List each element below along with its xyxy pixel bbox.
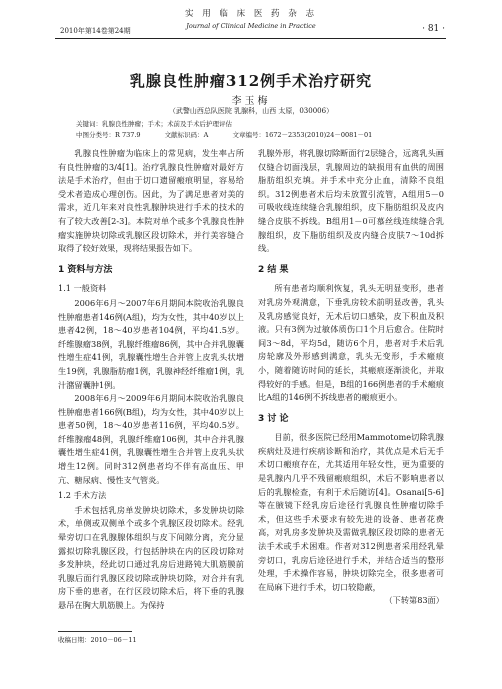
left-column bbox=[58, 147, 244, 613]
document-code: 文献标识码：A bbox=[164, 131, 209, 139]
issue-label: 2010年第14卷第24期 bbox=[60, 27, 131, 35]
intro-paragraph: 乳腺良性肿瘤为临床上的常见病，发生率占所有良性肿瘤的3/4[1]。治疗乳腺良性肿瘤对最好方法是手术治疗，但由于切口遗留瘢痕明显，容易给受术者造成心理创伤。因此，为了满足患者对美的需求，近几年来对良性乳腺肿块进行手术的技术的有了较大改善[2-3]。本院对单个或多个乳腺良性肿瘤实施肿块切除或乳腺区段切除术，并行美容缝合取得了较好效果，现将结果报告如下。 bbox=[58, 148, 244, 254]
keywords: 关键词：乳腺良性肿瘤；手术；术前及手术后护理评估 bbox=[76, 120, 232, 128]
header-rule bbox=[55, 38, 446, 39]
paragraph-group-a: 2006年6月～2007年6月期间本院收治乳腺良性肿瘤患者146例(A组)，均为女性，其中40岁以上患者42例，18～40岁患者104例，平均41.5岁。纤维腺瘤38例，乳腺纤维瘤86例，其中合并乳腺囊性增生症41例，乳腺囊性增生合并管上皮乳头状增生19例，乳腺脂肪瘤1例，乳腺神经纤维瘤1例，乳汁潴留囊肿1例。 bbox=[58, 297, 244, 390]
article-title: 乳腺良性肿瘤312例手术治疗研究 bbox=[129, 72, 373, 90]
page-number: · 81 · bbox=[422, 24, 445, 34]
journal-title: 实 用 临 床 医 药 杂 志 bbox=[185, 9, 317, 19]
subsection-heading-surgery: 1.2 手术方法 bbox=[58, 490, 107, 501]
paragraph-results: 所有患者均顺利恢复，乳头无明显变形，患者对乳房外观满意，下垂乳房较术前明显改善，乳头及乳房感觉良好，无术后切口感染，皮下积血及积液。只有3例为过敏体质伤口1个月后愈合。住院时间3～8d，平均5d，随访6个月，患者对手术后乳房轮廓及外形感到满意，乳头无变形，手术瘢痕小，随着随访时间的延长，其瘢痕逐渐淡化，并取得较好的手感。但是，B组的166例患者的手术瘢痕比A组的146例不拆线患者的瘢痕更小。 bbox=[258, 283, 444, 403]
section-heading-results: 2 结 果 bbox=[258, 264, 289, 275]
article-number: 文章编号：1672－2353(2010)24－0081－01 bbox=[232, 131, 373, 139]
paragraph-surgery: 手术包括乳房单发肿块切除术，多发肿块切除术，单侧或双侧单个或多个乳腺区段切除术。经乳晕旁切口在乳腺腺体组织与皮下间隙分离，充分显露拟切除乳腺区段，行包括肿块在内的区段切除对多发肿块，经此切口通过乳房后进路钝大肌筋膜前乳腺后面行乳腺区段切除或肿块切除，对合并有乳房下垂的患者，在行区段切除术后，将下垂的乳腺悬吊在胸大肌筋膜上。为保持 bbox=[58, 504, 244, 610]
section-heading-discussion: 3 讨 论 bbox=[258, 413, 289, 424]
footnote-rule bbox=[58, 631, 132, 632]
paragraph-discussion: 目前，很多医院已经用Mammotome切除乳腺疾病灶及进行疾病诊断和治疗，其优点是术后无手术切口瘢痕存在，尤其适用年轻女性，更为重要的是乳腺内几乎不残留瘢痕组织，术后不影响患者以后的乳腺检查，有利于术后随访[4]。Osanai[5-6]等在腋镜下经乳房后途径行乳腺良性肿瘤切除手术，但这些手术要求有较先进的设备、患者花费高，对乳房多发肿块及需做乳腺区段切除的患者无法手术或手术困难。作者对312例患者采用经乳晕旁切口，乳房后途径进行手术，并结合适当的整形处理，手术操作容易，肿块切除完全，很多患者可在局麻下进行手术，切口较隐蔽， bbox=[258, 432, 444, 592]
author: 李玉梅 bbox=[231, 96, 271, 107]
received-date: 收稿日期：2010－06－11 bbox=[58, 636, 137, 644]
affiliation: （武警山西总队医院 乳腺科，山西 太原，030006） bbox=[168, 107, 334, 115]
right-column bbox=[258, 147, 444, 608]
subsection-heading-general: 1.1 一般资料 bbox=[58, 283, 107, 294]
paragraph-group-b: 2008年6月～2009年6月期间本院收治乳腺良性肿瘤患者166例(B组)，均为女性，其中40岁以上患者50例，18～40岁患者116例，平均40.5岁。纤维腺瘤48例，乳腺纤维瘤106例，其中合并乳腺囊性增生症41例，乳腺囊性增生合并管上皮乳头状增生12例。同时312例患者均不伴有高血压、甲亢、糖尿病、慢性支气管炎。 bbox=[58, 393, 244, 485]
clc-number: 中图分类号：R 737.9 bbox=[76, 131, 141, 139]
classification-line bbox=[76, 130, 394, 139]
continued-note: （下转第83面） bbox=[384, 595, 444, 606]
paragraph-surgery-continued: 乳腺外形，将乳腺切除断面行2层缝合，远离乳头画仅缝合切面浅层，乳腺周边的缺损用有血供的周围脂肪组织充填。并手术中充分止血，清除不良组织。312例患者术后均未放置引流管，A组用5－0可吸收线连续缝合乳腺组织，皮下脂肪组织及皮内缝合皮肤不拆线。B组用1－0可慕丝线连续缝合乳腺组织，皮下脂肪组织及皮内缝合皮肤7～10d拆线。 bbox=[258, 148, 444, 254]
section-heading-methods: 1 资料与方法 bbox=[58, 264, 113, 275]
journal-english-title: Journal of Clinical Medicine in Practice bbox=[186, 22, 316, 30]
running-header bbox=[0, 0, 502, 40]
